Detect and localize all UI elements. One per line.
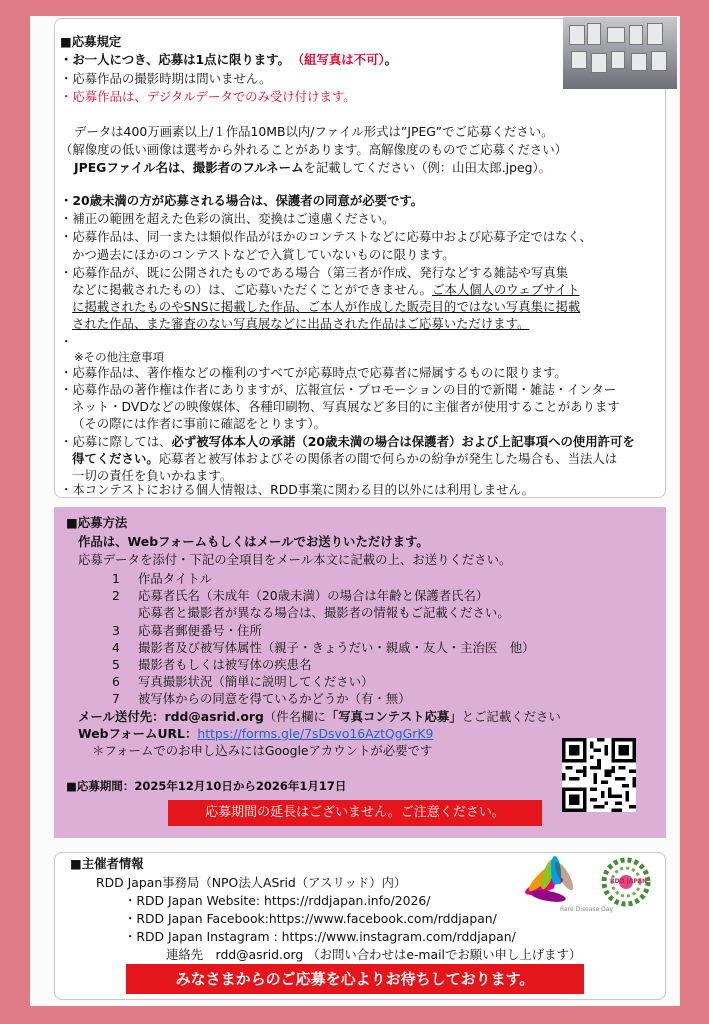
web-form-link[interactable]: https://forms.gle/7sDsvo16AztQgGrK9 <box>197 726 434 741</box>
apply-item-num: 2 <box>112 588 120 603</box>
exhibition-photo <box>563 17 677 89</box>
apply-item-text: 応募者郵便番号・住所 <box>138 623 262 638</box>
qr-code[interactable] <box>562 738 636 812</box>
rule-filename: JPEGファイル名は、撮影者のフルネームを記載してください（例：山田太郎.jpeg）。 <box>74 160 552 175</box>
apply-item-text: 応募者氏名（未成年（20歳未満）の場合は年齢と保護者氏名） <box>138 588 489 603</box>
apply-item-num: 6 <box>112 674 120 689</box>
rule-subject-consent-2: 得てください。応募者と被写体およびその関係者の間で何らかの紛争が発生した場合も、当法人は <box>72 451 618 466</box>
rule-exclusive-2: かつ過去にほかのコンテストなどで入賞していないものに限ります。 <box>72 247 455 262</box>
apply-intro: 作品は、Webフォームもしくはメールでお送りいただけます。 <box>78 534 429 549</box>
organizer-website[interactable]: ・RDD Japan Website: https://rddjapan.info/2026/ <box>124 893 431 908</box>
other-notes-header: ※その他注意事項 <box>74 350 165 364</box>
rule-subject-consent-1: ・応募に際しては、必ず被写体本人の承諾（20歳未満の場合は保護者）および上記事項への使用許可を <box>60 434 635 449</box>
rule-shooting-time: ・応募作品の撮影時期は問いません。 <box>60 71 272 86</box>
apply-header: ■応募方法 <box>66 515 128 530</box>
rule-rights: ・応募作品は、著作権などの権利のすべてが応募時点で応募者に帰属するものに限ります。 <box>60 365 567 380</box>
apply-item-text: 撮影者及び被写体属性（親子・きょうだい・親戚・友人・主治医 他） <box>138 640 535 655</box>
rdd-japan-logo <box>600 856 652 908</box>
web-form-line: WebフォームURL：https://forms.gle/7sDsvo16AztQgGrK9 <box>78 726 434 741</box>
rule-published-3: に掲載されたものやSNSに掲載した作品、ご本人が作成した販売目的ではない写真集に掲載 <box>72 299 581 314</box>
rule-subject-consent-3: 一切の責任を負いかねます。 <box>72 468 233 483</box>
apply-item-text: 写真撮影状況（簡単に説明してください） <box>138 674 374 689</box>
apply-item-num: 7 <box>112 691 120 706</box>
organizer-facebook[interactable]: ・RDD Japan Facebook:https://www.facebook.com/rddjapan/ <box>124 911 497 926</box>
apply-item-num: 4 <box>112 640 120 655</box>
organizer-name: RDD Japan事務局（NPO法人ASrid（アスリッド）内） <box>96 875 407 890</box>
rule-guardian-consent: ・20歳未満の方が応募される場合は、保護者の同意が必要です。 <box>60 193 424 208</box>
rule-published-2: などに掲載されたもの）は、ご応募いただくことができません。ご本人個人のウェブサイト <box>72 282 580 297</box>
rule-published-4: された作品、また審査のない写真展などに出品された作品はご応募いただけます。 <box>72 316 530 331</box>
rare-disease-day-logo-text: Rare Disease Day <box>560 906 614 913</box>
apply-item-text: 撮影者もしくは被写体の疾患名 <box>138 657 312 672</box>
rule-copyright-2: ネット・DVDなどの映像媒体、各種印刷物、写真展など多目的に主催者が使用することがあります <box>72 399 620 414</box>
rare-disease-day-logo <box>520 856 614 918</box>
apply-item-num: 3 <box>112 623 120 638</box>
closing-banner: みなさまからのご応募を心よりお待ちしております。 <box>126 964 584 994</box>
rules-header: ■応募規定 <box>60 34 122 49</box>
rdd-japan-logo-text: RDD JAPAN <box>610 878 648 885</box>
rule-copyright-1: ・応募作品の著作権は作者にありますが、広報宣伝・プロモーションの目的で新聞・雑誌・インター <box>60 382 617 397</box>
rule-privacy: ・本コンテストにおける個人情報は、RDD事業に関わる目的以外には利用しません。 <box>60 482 535 497</box>
web-form-note: ＊フォームでのお申し込みにはGoogleアカウントが必要です <box>92 743 433 758</box>
rule-published-1: ・応募作品が、既に公開されたものである場合（第三者が作成、発行などする雑誌や写真集 <box>60 265 569 280</box>
rule-color-correction: ・補正の範囲を超えた色彩の演出、変換はご遠慮ください。 <box>60 211 395 226</box>
rule-resolution-note: （解像度の低い画像は選考から外れることがあります。高解像度のものでご応募ください） <box>60 142 568 157</box>
apply-item-text: 応募者と撮影者が異なる場合は、撮影者の情報もご記載ください。 <box>138 605 510 620</box>
rule-one-entry: ・お一人につき、応募は1点に限ります。 （組写真は不可）。 <box>60 52 398 67</box>
apply-item-num: 5 <box>112 657 120 672</box>
rule-copyright-3: （その際には作者に事前に確認をとります）。 <box>72 416 327 431</box>
rule-bullet-empty: ・ <box>60 334 73 349</box>
apply-item-num: 1 <box>112 571 120 586</box>
apply-item-text: 作品タイトル <box>138 571 213 586</box>
rule-digital-only: ・応募作品は、デジタルデータでのみ受け付けます。 <box>60 89 356 104</box>
apply-intro-2: 応募データを添付・下記の全項目をメール本文に記載の上、お送りください。 <box>78 552 512 567</box>
apply-item-text: 被写体からの同意を得ているかどうか（有・無） <box>138 691 411 706</box>
organizer-header: ■主催者情報 <box>70 856 144 871</box>
organizer-contact: 連絡先 rdd@asrid.org （お問い合わせはe-mailでお願い申し上げます） <box>166 947 582 962</box>
organizer-instagram[interactable]: ・RDD Japan Instagram : https://www.instagram.com/rddjapan/ <box>124 929 516 944</box>
mail-destination: メール送付先：rdd@asrid.org（件名欄に「写真コンテスト応募」とご記載ください <box>78 709 561 724</box>
no-extension-banner: 応募期間の延長はございません。ご注意ください。 <box>168 800 542 826</box>
rule-data-spec: データは400万画素以上/１作品10MB以内/ファイル形式は”JPEG”でご応募ください。 <box>74 124 554 139</box>
rule-exclusive-1: ・応募作品は、同一または類似作品がほかのコンテストなどに応募中および応募予定ではなく、 <box>60 229 593 244</box>
application-period: ■応募期間：2025年12月10日から2026年1月17日 <box>66 779 347 793</box>
qr-code-icon <box>562 738 636 812</box>
